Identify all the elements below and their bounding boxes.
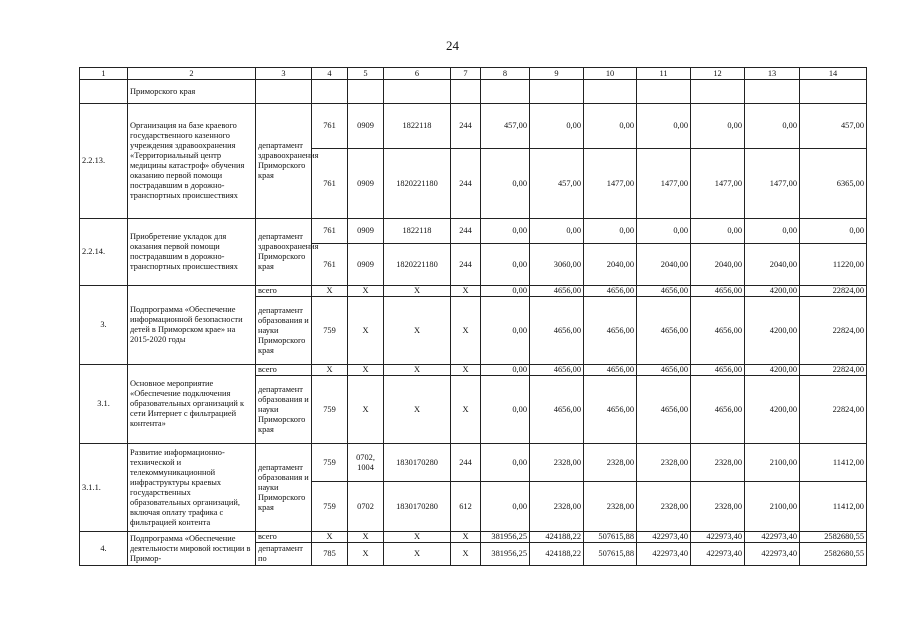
value-cell: 0,00 [481, 219, 530, 244]
value-cell: 0,00 [800, 219, 867, 244]
value-cell: 4656,00 [691, 297, 745, 365]
column-number: 5 [348, 68, 384, 80]
value-cell: Х [348, 532, 384, 543]
table-row [80, 104, 867, 149]
value-cell: Х [384, 286, 451, 297]
value-cell: 2040,00 [637, 244, 691, 286]
value-cell: 22824,00 [800, 365, 867, 376]
value-cell: 0,00 [530, 219, 584, 244]
value-cell: 424188,22 [530, 543, 584, 566]
value-cell: Х [348, 543, 384, 566]
value-cell: 0,00 [481, 297, 530, 365]
value-cell: 2040,00 [584, 244, 637, 286]
value-cell: 2328,00 [637, 482, 691, 532]
column-number: 6 [384, 68, 451, 80]
value-cell: 4656,00 [691, 365, 745, 376]
value-cell: 0,00 [691, 219, 745, 244]
item-executor: департамент образования и науки Приморского края [256, 376, 312, 444]
value-cell: Х [451, 376, 481, 444]
value-cell: 507615,88 [584, 543, 637, 566]
value-cell: 1477,00 [745, 149, 800, 219]
column-number: 3 [256, 68, 312, 80]
value-cell: 6365,00 [800, 149, 867, 219]
value-cell: 244 [451, 149, 481, 219]
value-cell: 1820221180 [384, 244, 451, 286]
item-name: Основное мероприятие «Обеспечение подключения образовательных организаций к сети Интернет с фильтрацией контента» [128, 365, 256, 444]
item-name: Приобретение укладок для оказания первой помощи пострадавшим в дорожно-транспортных происшествиях [128, 219, 256, 286]
column-number: 9 [530, 68, 584, 80]
value-cell: 0909 [348, 219, 384, 244]
value-cell: 244 [451, 444, 481, 482]
value-cell: 4656,00 [637, 376, 691, 444]
value-cell: Х [451, 543, 481, 566]
item-name: Подпрограмма «Обеспечение информационной безопасности детей в Приморском крае» на 2015-2020 годы [128, 286, 256, 365]
value-cell: 0,00 [530, 104, 584, 149]
value-cell: 424188,22 [530, 532, 584, 543]
value-cell: 0,00 [481, 444, 530, 482]
value-cell: 2328,00 [691, 444, 745, 482]
value-cell: 0909 [348, 244, 384, 286]
value-cell: 11412,00 [800, 444, 867, 482]
value-cell: 0,00 [481, 365, 530, 376]
value-cell: 4200,00 [745, 297, 800, 365]
value-cell: 422973,40 [745, 532, 800, 543]
value-cell: 244 [451, 219, 481, 244]
item-number: 3. [80, 286, 128, 365]
value-cell: 3060,00 [530, 244, 584, 286]
value-cell: 759 [312, 444, 348, 482]
value-cell: 4200,00 [745, 365, 800, 376]
value-cell: 0702 [348, 482, 384, 532]
value-cell: 0909 [348, 104, 384, 149]
value-cell: 759 [312, 297, 348, 365]
value-cell: 4656,00 [691, 286, 745, 297]
value-cell: 0,00 [584, 219, 637, 244]
value-cell: 4656,00 [637, 365, 691, 376]
table-row [80, 365, 867, 376]
value-cell: Х [348, 286, 384, 297]
value-cell: 0,00 [481, 482, 530, 532]
value-cell: 244 [451, 244, 481, 286]
value-cell: 4656,00 [637, 297, 691, 365]
value-cell: 422973,40 [691, 543, 745, 566]
value-cell: Х [384, 543, 451, 566]
value-cell: 2328,00 [530, 482, 584, 532]
value-cell: 457,00 [530, 149, 584, 219]
value-cell: 422973,40 [637, 532, 691, 543]
value-cell: Х [384, 297, 451, 365]
value-cell: 0,00 [637, 219, 691, 244]
value-cell: 0,00 [584, 104, 637, 149]
value-cell: Х [312, 532, 348, 543]
total-label: всего [256, 286, 312, 297]
item-executor: департамент образования и науки Приморского края [256, 297, 312, 365]
item-name: Развитие информационно-технической и телекоммуникационной инфраструктуры краевых государственных образовательных организаций, включая оплату трафика с фильтрацией контента [128, 444, 256, 532]
page-number: 24 [446, 38, 459, 53]
item-number: 2.2.14. [80, 219, 128, 286]
budget-table [79, 67, 867, 566]
value-cell: 4200,00 [745, 376, 800, 444]
value-cell: 507615,88 [584, 532, 637, 543]
value-cell: 1820221180 [384, 149, 451, 219]
column-number: 11 [637, 68, 691, 80]
value-cell: 422973,40 [691, 532, 745, 543]
value-cell: 1830170280 [384, 482, 451, 532]
value-cell: 11220,00 [800, 244, 867, 286]
value-cell: Х [451, 532, 481, 543]
value-cell: 4656,00 [584, 365, 637, 376]
value-cell: 2582680,55 [800, 532, 867, 543]
table-row [80, 286, 867, 297]
item-number: 3.1. [80, 365, 128, 444]
value-cell: 11412,00 [800, 482, 867, 532]
value-cell: 4656,00 [530, 286, 584, 297]
value-cell: 381956,25 [481, 543, 530, 566]
value-cell: Х [451, 286, 481, 297]
value-cell: 0,00 [691, 104, 745, 149]
carry-over-text: Приморского края [128, 80, 256, 104]
value-cell: Х [348, 365, 384, 376]
item-number: 3.1.1. [80, 444, 128, 532]
column-number: 4 [312, 68, 348, 80]
column-number: 13 [745, 68, 800, 80]
value-cell: Х [451, 365, 481, 376]
value-cell: 2582680,55 [800, 543, 867, 566]
column-number: 8 [481, 68, 530, 80]
value-cell: 4656,00 [637, 286, 691, 297]
value-cell: Х [451, 297, 481, 365]
value-cell: 4656,00 [584, 297, 637, 365]
value-cell: 4656,00 [530, 365, 584, 376]
value-cell: 457,00 [481, 104, 530, 149]
value-cell: Х [312, 286, 348, 297]
value-cell: 761 [312, 149, 348, 219]
value-cell: 4656,00 [584, 376, 637, 444]
value-cell: 0,00 [481, 244, 530, 286]
table-body [80, 68, 867, 566]
value-cell: 2040,00 [691, 244, 745, 286]
value-cell: 0,00 [745, 104, 800, 149]
value-cell: 761 [312, 244, 348, 286]
value-cell: 2328,00 [530, 444, 584, 482]
value-cell: 0,00 [481, 376, 530, 444]
item-executor: департамент по [256, 543, 312, 566]
item-name: Подпрограмма «Обеспечение деятельности мировой юстиции в Примор- [128, 532, 256, 566]
column-number: 12 [691, 68, 745, 80]
table-row [80, 219, 867, 244]
value-cell: 4656,00 [530, 376, 584, 444]
value-cell: 381956,25 [481, 532, 530, 543]
value-cell: 759 [312, 376, 348, 444]
value-cell: 0909 [348, 149, 384, 219]
value-cell: 1477,00 [637, 149, 691, 219]
total-label: всего [256, 365, 312, 376]
value-cell: 2040,00 [745, 244, 800, 286]
value-cell: 785 [312, 543, 348, 566]
table-row [80, 532, 867, 543]
value-cell: 2328,00 [584, 482, 637, 532]
value-cell: 0,00 [637, 104, 691, 149]
value-cell: Х [312, 365, 348, 376]
value-cell: Х [348, 297, 384, 365]
value-cell: 2328,00 [691, 482, 745, 532]
item-number: 4. [80, 532, 128, 566]
value-cell: Х [384, 376, 451, 444]
value-cell: 4656,00 [691, 376, 745, 444]
column-number-row [80, 68, 867, 80]
value-cell: 1822118 [384, 219, 451, 244]
column-number: 1 [80, 68, 128, 80]
item-number: 2.2.13. [80, 104, 128, 219]
column-number: 14 [800, 68, 867, 80]
value-cell: Х [384, 532, 451, 543]
value-cell: Х [348, 376, 384, 444]
value-cell: 1477,00 [691, 149, 745, 219]
value-cell: 0702, 1004 [348, 444, 384, 482]
value-cell: 422973,40 [637, 543, 691, 566]
value-cell: 0,00 [481, 286, 530, 297]
value-cell: 22824,00 [800, 376, 867, 444]
item-name: Организация на базе краевого государственного казенного учреждения здравоохранения «Территориальный центр медицины катастроф» обучения оказанию первой помощи пострадавшим в дорожно-транспортных происшествиях [128, 104, 256, 219]
carry-over-row [80, 80, 867, 104]
table-row [80, 444, 867, 482]
value-cell: 1477,00 [584, 149, 637, 219]
value-cell: 22824,00 [800, 297, 867, 365]
value-cell: Х [384, 365, 451, 376]
column-number: 2 [128, 68, 256, 80]
value-cell: 0,00 [481, 149, 530, 219]
value-cell: 4656,00 [530, 297, 584, 365]
value-cell: 761 [312, 104, 348, 149]
value-cell: 2328,00 [637, 444, 691, 482]
value-cell: 2328,00 [584, 444, 637, 482]
value-cell: 244 [451, 104, 481, 149]
value-cell: 22824,00 [800, 286, 867, 297]
value-cell: 422973,40 [745, 543, 800, 566]
item-executor: департамент образования и науки Приморского края [256, 444, 312, 532]
value-cell: 2100,00 [745, 444, 800, 482]
column-number: 10 [584, 68, 637, 80]
value-cell: 457,00 [800, 104, 867, 149]
value-cell: 4200,00 [745, 286, 800, 297]
value-cell: 0,00 [745, 219, 800, 244]
value-cell: 612 [451, 482, 481, 532]
item-executor: департамент здравоохранения Приморского края [256, 104, 312, 219]
value-cell: 1822118 [384, 104, 451, 149]
value-cell: 4656,00 [584, 286, 637, 297]
value-cell: 761 [312, 219, 348, 244]
item-executor: департамент здравоохранения Приморского края [256, 219, 312, 286]
value-cell: 2100,00 [745, 482, 800, 532]
column-number: 7 [451, 68, 481, 80]
value-cell: 759 [312, 482, 348, 532]
value-cell: 1830170280 [384, 444, 451, 482]
total-label: всего [256, 532, 312, 543]
